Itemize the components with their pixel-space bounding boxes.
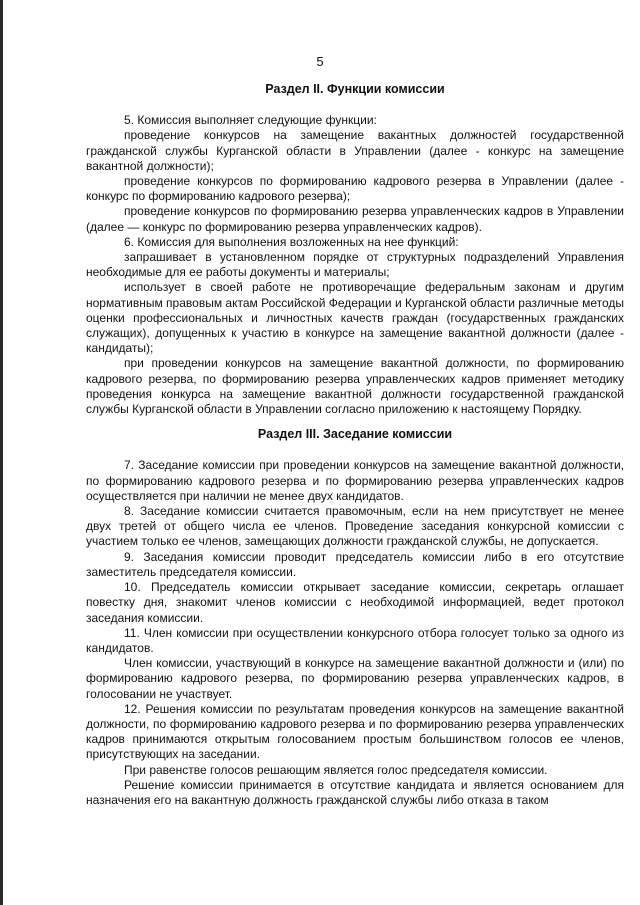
section-3-heading: Раздел III. Заседание комиссии <box>257 427 453 442</box>
paragraph: 7. Заседание комиссии при проведении конкурсов на замещение вакантной должности, по формированию кадрового резерва и по формированию резерва управленческих кадров осуществляется при наличии не менее двух кандидатов. <box>86 458 624 503</box>
paragraph: 6. Комиссия для выполнения возложенных на нее функций: <box>124 234 459 249</box>
paragraph: Решение комиссии принимается в отсутствие кандидата и является основанием для назначения его на вакантную должность гражданской службы либо отказа в таком <box>86 777 624 807</box>
paragraph: 5. Комиссия выполняет следующие функции: <box>124 113 377 128</box>
paragraph: 10. Председатель комиссии открывает заседание комиссии, секретарь оглашает повестку дня, знакомит членов комиссии с необходимой информацией, ведет протокол заседания комиссии. <box>86 580 624 625</box>
page-edge-line <box>0 0 3 905</box>
paragraph: проведение конкурсов по формированию кадрового резерва в Управлении (далее - конкурс по формированию кадрового резерва); <box>86 174 624 204</box>
paragraph: проведение конкурсов по формированию резерва управленческих кадров в Управлении (далее — конкурс по формированию резерва управленческих кадров). <box>86 204 624 234</box>
section-2-heading: Раздел II. Функции комиссии <box>265 82 445 96</box>
paragraph: запрашивает в установленном порядке от структурных подразделений Управления необходимые для ее работы документы и материалы; <box>86 250 624 280</box>
paragraph: 11. Член комиссии при осуществлении конкурсного отбора голосует только за одного из кандидатов. <box>86 625 624 655</box>
paragraph: Член комиссии, участвующий в конкурсе на замещение вакантной должности и (или) по формированию кадрового резерва, по формированию резерва управленческих кадров, в голосовании не участвует. <box>86 656 624 701</box>
page-number: 5 <box>316 54 324 69</box>
paragraph: при проведении конкурсов на замещение вакантной должности, по формированию кадрового резерва, по формированию резерва управленческих кадров применяет методику проведения конкурса на замещение вакантной должности государственной гражданской службы Курганской области в Управлении согласно приложению к настоящему Порядку. <box>86 356 624 417</box>
paragraph: 12. Решения комиссии по результатам проведения конкурсов на замещение вакантной должности, по формированию кадрового резерва и по формированию резерва управленческих кадров принимаются открытым голосованием простым большинством голосов ее членов, присутствующих на заседании. <box>86 701 624 762</box>
paragraph: проведение конкурсов на замещение вакантных должностей государственной гражданской службы Курганской области в Управлении (далее - конкурс на замещение вакантной должности); <box>86 128 624 173</box>
paragraph: использует в своей работе не противоречащие федеральным законам и другим нормативным правовым актам Российской Федерации и Курганской области различные методы оценки профессиональных и личностных качеств граждан (государственных гражданских служащих), допущенных к участию в конкурсе на замещение вакантной должности (далее - кандидаты); <box>86 280 624 356</box>
document-body <box>86 82 624 808</box>
paragraph: 9. Заседания комиссии проводит председатель комиссии либо в его отсутствие заместитель председателя комиссии. <box>86 549 624 579</box>
paragraph: При равенстве голосов решающим является голос председателя комиссии. <box>124 762 548 777</box>
paragraph: 8. Заседание комиссии считается правомочным, если на нем присутствует не менее двух третей от общего числа ее членов. Проведение заседания конкурсной комиссии с участием только ее членов, замещающих должности гражданской службы, не допускается. <box>86 504 624 549</box>
